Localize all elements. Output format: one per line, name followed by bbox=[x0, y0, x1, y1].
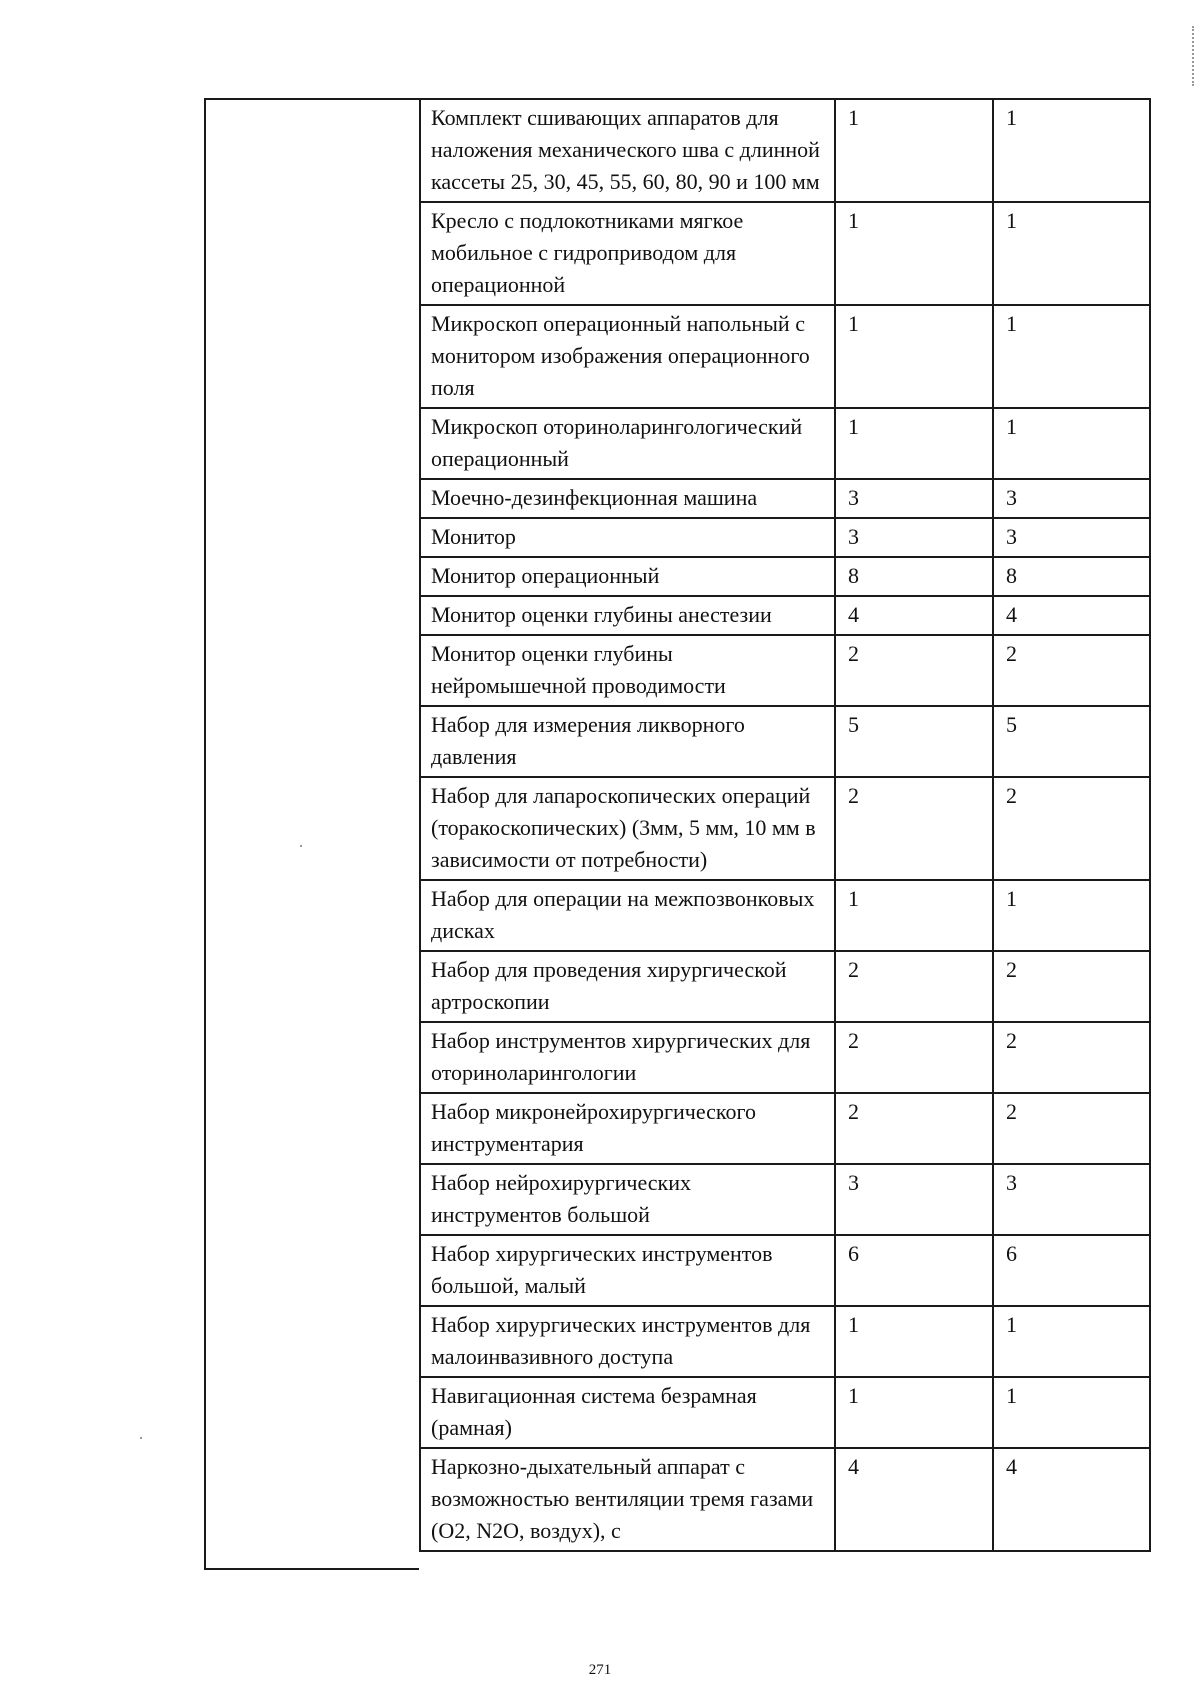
quantity-cell: 5 bbox=[835, 706, 993, 777]
table-row bbox=[420, 880, 1150, 951]
quantity-cell: 8 bbox=[835, 557, 993, 596]
equipment-name-cell: Моечно-дезинфекционная машина bbox=[420, 479, 835, 518]
table-row bbox=[420, 305, 1150, 408]
quantity-cell: 1 bbox=[993, 305, 1150, 408]
quantity-cell: 1 bbox=[835, 202, 993, 305]
quantity-cell: 3 bbox=[835, 479, 993, 518]
quantity-cell: 1 bbox=[993, 1377, 1150, 1448]
quantity-cell: 1 bbox=[993, 1306, 1150, 1377]
quantity-cell: 4 bbox=[993, 1448, 1150, 1551]
quantity-cell: 1 bbox=[835, 408, 993, 479]
equipment-name-cell: Набор для проведения хирургической артроскопии bbox=[420, 951, 835, 1022]
equipment-name-cell: Набор микронейрохирургического инструментария bbox=[420, 1093, 835, 1164]
quantity-cell: 1 bbox=[835, 880, 993, 951]
equipment-name-cell: Набор хирургических инструментов для малоинвазивного доступа bbox=[420, 1306, 835, 1377]
quantity-cell: 2 bbox=[993, 1022, 1150, 1093]
equipment-name-cell: Набор для операции на межпозвонковых дисках bbox=[420, 880, 835, 951]
quantity-cell: 1 bbox=[993, 202, 1150, 305]
equipment-table-body bbox=[420, 99, 1150, 1551]
equipment-name-cell: Монитор оценки глубины анестезии bbox=[420, 596, 835, 635]
equipment-name-cell: Монитор bbox=[420, 518, 835, 557]
quantity-cell: 3 bbox=[993, 518, 1150, 557]
equipment-name-cell: Монитор оценки глубины нейромышечной проводимости bbox=[420, 635, 835, 706]
equipment-name-cell: Монитор операционный bbox=[420, 557, 835, 596]
table-row bbox=[420, 1093, 1150, 1164]
quantity-cell: 1 bbox=[993, 880, 1150, 951]
quantity-cell: 2 bbox=[993, 1093, 1150, 1164]
quantity-cell: 5 bbox=[993, 706, 1150, 777]
equipment-name-cell: Набор нейрохирургических инструментов большой bbox=[420, 1164, 835, 1235]
quantity-cell: 6 bbox=[993, 1235, 1150, 1306]
quantity-cell: 4 bbox=[835, 1448, 993, 1551]
table-row bbox=[420, 596, 1150, 635]
scan-speck bbox=[140, 1437, 142, 1439]
quantity-cell: 2 bbox=[993, 777, 1150, 880]
table-left-column bbox=[204, 98, 419, 1570]
quantity-cell: 6 bbox=[835, 1235, 993, 1306]
table-row bbox=[420, 1164, 1150, 1235]
equipment-name-cell: Набор для лапароскопических операций (торакоскопических) (3мм, 5 мм, 10 мм в зависимости от потребности) bbox=[420, 777, 835, 880]
table-row bbox=[420, 408, 1150, 479]
quantity-cell: 2 bbox=[993, 951, 1150, 1022]
table-row bbox=[420, 202, 1150, 305]
table-row bbox=[420, 1235, 1150, 1306]
table-row bbox=[420, 1377, 1150, 1448]
quantity-cell: 2 bbox=[835, 1022, 993, 1093]
table-row bbox=[420, 1306, 1150, 1377]
equipment-name-cell: Комплект сшивающих аппаратов для наложения механического шва с длинной кассеты 25, 30, 45, 55, 60, 80, 90 и 100 мм bbox=[420, 99, 835, 202]
quantity-cell: 2 bbox=[993, 635, 1150, 706]
page-number: 271 bbox=[588, 1662, 612, 1678]
quantity-cell: 3 bbox=[993, 1164, 1150, 1235]
quantity-cell: 3 bbox=[835, 518, 993, 557]
equipment-name-cell: Кресло с подлокотниками мягкое мобильное с гидроприводом для операционной bbox=[420, 202, 835, 305]
table-row bbox=[420, 99, 1150, 202]
quantity-cell: 2 bbox=[835, 1093, 993, 1164]
quantity-cell: 1 bbox=[835, 99, 993, 202]
table-row bbox=[420, 1022, 1150, 1093]
table-row bbox=[420, 518, 1150, 557]
quantity-cell: 2 bbox=[835, 951, 993, 1022]
quantity-cell: 8 bbox=[993, 557, 1150, 596]
equipment-table bbox=[419, 98, 1151, 1552]
equipment-name-cell: Микроскоп оториноларингологический операционный bbox=[420, 408, 835, 479]
quantity-cell: 1 bbox=[835, 1306, 993, 1377]
equipment-name-cell: Наркозно-дыхательный аппарат с возможностью вентиляции тремя газами (О2, N2O, воздух), с bbox=[420, 1448, 835, 1551]
scan-edge-mark bbox=[1190, 26, 1194, 86]
quantity-cell: 3 bbox=[835, 1164, 993, 1235]
equipment-name-cell: Навигационная система безрамная (рамная) bbox=[420, 1377, 835, 1448]
equipment-name-cell: Микроскоп операционный напольный с монитором изображения операционного поля bbox=[420, 305, 835, 408]
equipment-name-cell: Набор для измерения ликворного давления bbox=[420, 706, 835, 777]
table-row bbox=[420, 479, 1150, 518]
quantity-cell: 2 bbox=[835, 635, 993, 706]
table-row bbox=[420, 635, 1150, 706]
table-row bbox=[420, 1448, 1150, 1551]
table-row bbox=[420, 557, 1150, 596]
equipment-name-cell: Набор инструментов хирургических для оториноларингологии bbox=[420, 1022, 835, 1093]
quantity-cell: 3 bbox=[993, 479, 1150, 518]
equipment-name-cell: Набор хирургических инструментов большой, малый bbox=[420, 1235, 835, 1306]
quantity-cell: 1 bbox=[835, 305, 993, 408]
quantity-cell: 2 bbox=[835, 777, 993, 880]
quantity-cell: 4 bbox=[835, 596, 993, 635]
quantity-cell: 1 bbox=[993, 99, 1150, 202]
table-row bbox=[420, 706, 1150, 777]
table-row bbox=[420, 777, 1150, 880]
table-row bbox=[420, 951, 1150, 1022]
quantity-cell: 1 bbox=[835, 1377, 993, 1448]
quantity-cell: 4 bbox=[993, 596, 1150, 635]
quantity-cell: 1 bbox=[993, 408, 1150, 479]
